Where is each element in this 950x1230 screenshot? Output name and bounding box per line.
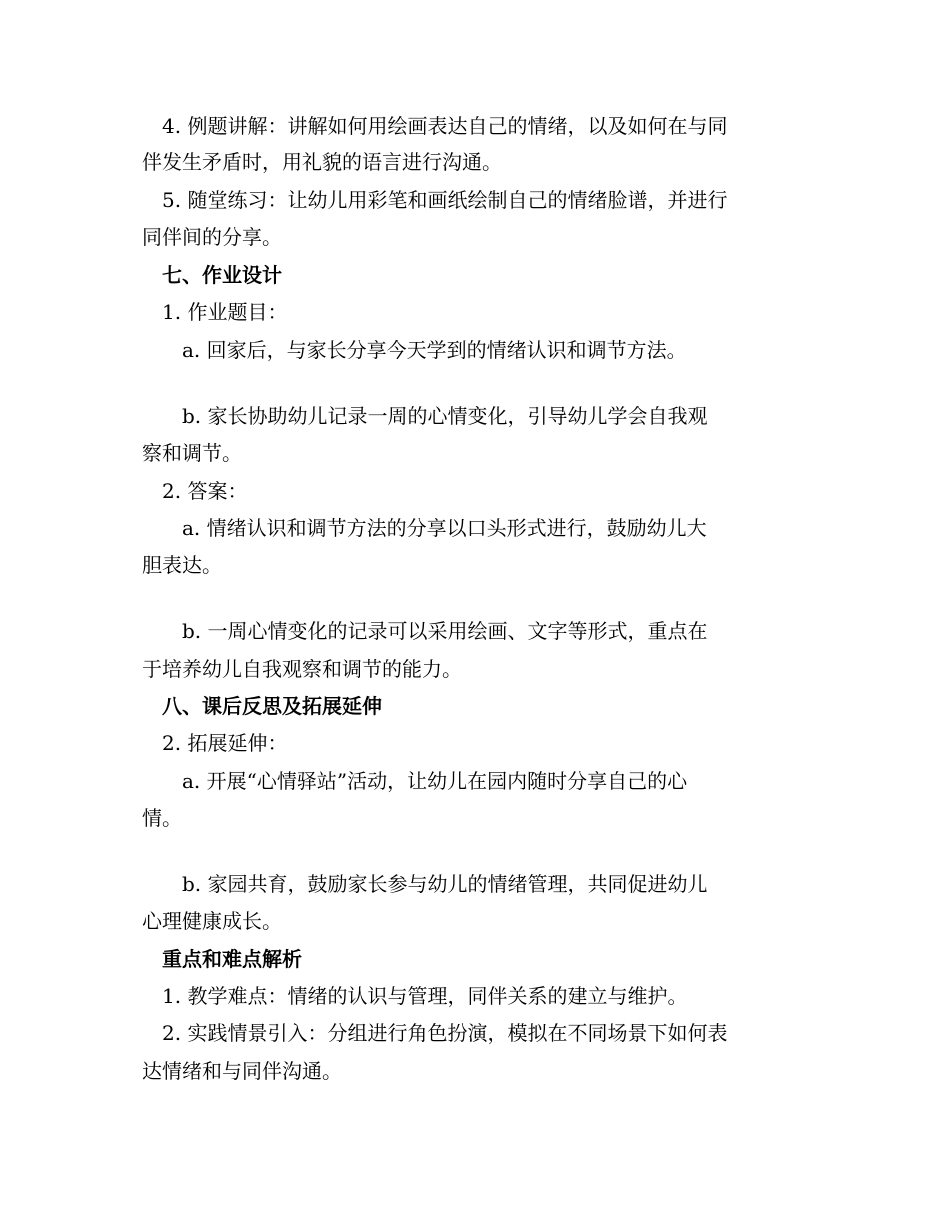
list-item-scenario-intro-line-1: 2. 实践情景引入：分组进行角色扮演，模拟在不同场景下如何表 [142,1021,728,1045]
paragraph-example-explanation-line-2: 伴发生矛盾时，用礼貌的语言进行沟通。 [142,150,502,174]
sub-item-answer-a-line-1: a. 情绪认识和调节方法的分享以口头形式进行，鼓励幼儿大 [142,516,707,540]
heading-homework-design: 七、作业设计 [142,263,282,287]
list-item-scenario-intro-line-2: 达情绪和与同伴沟通。 [142,1059,342,1083]
sub-item-answer-a-line-2: 胆表达。 [142,553,222,577]
heading-reflection-extension: 八、课后反思及拓展延伸 [142,694,382,718]
sub-item-extension-a-line-2: 情。 [142,806,182,830]
paragraph-class-practice-line-2: 同伴间的分享。 [142,225,282,249]
sub-item-homework-b-line-2: 察和调节。 [142,441,242,465]
list-item-extension: 2. 拓展延伸： [142,731,288,755]
sub-item-extension-a-line-1: a. 开展“心情驿站”活动，让幼儿在园内随时分享自己的心 [142,769,688,793]
list-item-answer: 2. 答案： [142,479,248,503]
sub-item-answer-b-line-1: b. 一周心情变化的记录可以采用绘画、文字等形式，重点在 [142,619,708,643]
paragraph-example-explanation-line-1: 4. 例题讲解：讲解如何用绘画表达自己的情绪，以及如何在与同 [142,114,728,138]
list-item-teaching-difficulty: 1. 教学难点：情绪的认识与管理，同伴关系的建立与维护。 [142,984,688,1008]
list-item-homework-topic: 1. 作业题目： [142,300,288,324]
paragraph-class-practice-line-1: 5. 随堂练习：让幼儿用彩笔和画纸绘制自己的情绪脸谱，并进行 [142,188,728,212]
sub-item-extension-b-line-1: b. 家园共育，鼓励家长参与幼儿的情绪管理，共同促进幼儿 [142,872,708,896]
sub-item-homework-b-line-1: b. 家长协助幼儿记录一周的心情变化，引导幼儿学会自我观 [142,404,708,428]
sub-item-extension-b-line-2: 心理健康成长。 [142,909,282,933]
sub-item-answer-b-line-2: 于培养幼儿自我观察和调节的能力。 [142,657,462,681]
heading-key-difficult-points: 重点和难点解析 [142,947,302,971]
sub-item-homework-a: a. 回家后，与家长分享今天学到的情绪认识和调节方法。 [142,338,687,362]
